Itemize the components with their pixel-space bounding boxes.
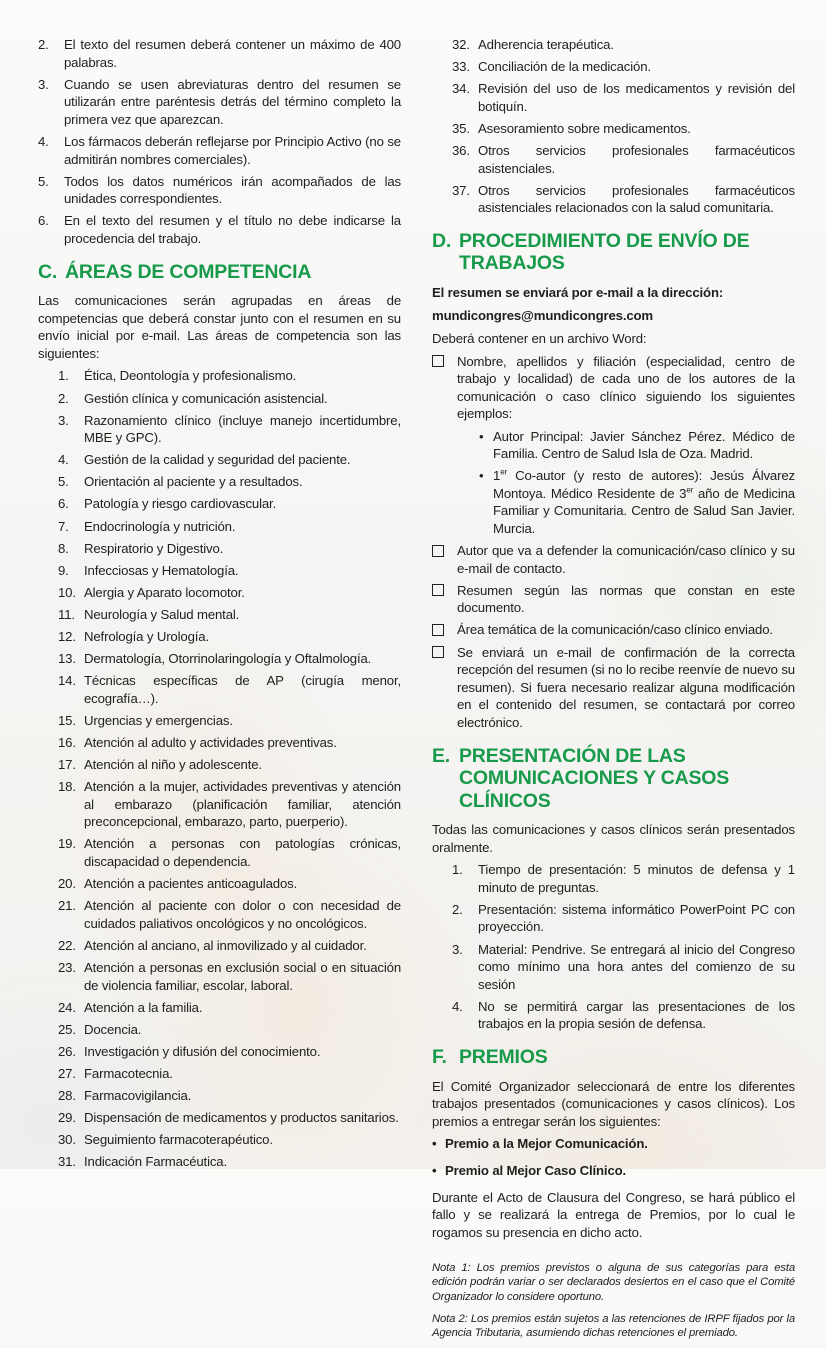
- list-item: [452, 901, 795, 936]
- list-item-number: 34.: [452, 81, 470, 97]
- list-item-number: 27.: [58, 1066, 76, 1081]
- numbered-list: [432, 861, 795, 1033]
- list-item: [58, 473, 401, 491]
- bullet-icon: •: [432, 1162, 437, 1178]
- list-item-text: Nefrología y Urología.: [84, 629, 209, 645]
- list-item-text: Ética, Deontología y profesionalismo.: [84, 368, 297, 384]
- list-item-text: Urgencias y emergencias.: [84, 712, 233, 728]
- list-item: [58, 390, 401, 408]
- list-item-number: 4.: [452, 998, 463, 1014]
- section-title: ÁREAS DE COMPETENCIA: [65, 260, 312, 283]
- footnote: Nota 1: Los premios previstos o alguna de sus categorías para esta edición podrán variar o ser declarados desiertos en el caso que el Comité Organizador lo considere oportuno.: [432, 1262, 795, 1303]
- section-letter: F.: [432, 1046, 447, 1069]
- list-item: [58, 367, 401, 385]
- list-item-number: 4.: [58, 452, 69, 468]
- list-item-text: Farmacovigilancia.: [84, 1088, 192, 1104]
- checkbox-icon: [432, 545, 444, 557]
- list-item-number: 2.: [452, 901, 463, 917]
- list-item: [58, 672, 401, 707]
- paragraph: Deberá contener en un archivo Word:: [432, 331, 647, 347]
- list-item: [452, 142, 795, 177]
- list-item-text: Docencia.: [84, 1021, 142, 1037]
- list-item-text: Razonamiento clínico (incluye manejo incertidumbre, MBE y GPC).: [84, 412, 401, 446]
- list-item-number: 14.: [58, 673, 76, 689]
- list-item: [58, 712, 401, 730]
- bullet-text: Premio a la Mejor Comunicación.: [445, 1136, 648, 1152]
- list-item-number: 33.: [452, 59, 470, 75]
- list-item: [38, 173, 401, 208]
- list-item-number: 16.: [58, 735, 76, 750]
- list-item-text: Atención al paciente con dolor o con necesidad de cuidados paliativos oncológicos y no oncológicos.: [84, 898, 401, 931]
- paragraph: mundicongres@mundicongres.com: [432, 307, 654, 323]
- list-item-text: Los fármacos deberán reflejarse por Principio Activo (no se admitirán nombres comerciales).: [64, 133, 401, 167]
- list-item-number: 28.: [58, 1088, 76, 1104]
- list-item-number: 24.: [58, 999, 76, 1015]
- list-item-text: No se permitirá cargar las presentaciones de los trabajos en la propia sesión de defensa.: [478, 998, 795, 1032]
- list-item-text: Dermatología, Otorrinolaringología y Oftalmología.: [84, 651, 372, 667]
- list-item-number: 2.: [38, 37, 49, 52]
- section-heading-d: [432, 230, 795, 275]
- paragraph: El Comité Organizador seleccionará de entre los diferentes trabajos presentados (comunicaciones y casos clínicos). Los premios a entregar serán los siguientes:: [432, 1078, 795, 1129]
- sub-bullet-text: Autor Principal: Javier Sánchez Pérez. Médico de Familia. Centro de Salud Isla de Oza. Madrid.: [493, 428, 795, 462]
- section-title: PROCEDIMIENTO DE ENVÍO DE TRABAJOS: [459, 229, 750, 275]
- list-item-text: Indicación Farmacéutica.: [84, 1154, 227, 1170]
- list-item-number: 4.: [38, 133, 49, 149]
- list-item-text: Cuando se usen abreviaturas dentro del resumen se utilizarán entre paréntesis detrás del término completo la primera vez que aparezcan.: [64, 76, 401, 127]
- list-item-text: Atención a la mujer, actividades preventivas y atención al embarazo (planificación familiar, atención preconcepcional, embarazo, parto, puerperio).: [84, 779, 401, 830]
- list-item-number: 7.: [58, 518, 69, 534]
- list-item-text: Gestión de la calidad y seguridad del paciente.: [84, 452, 351, 468]
- list-item: [452, 861, 795, 896]
- section-title: PREMIOS: [459, 1046, 548, 1069]
- list-item-number: 17.: [58, 757, 76, 773]
- check-item: [432, 582, 795, 617]
- list-item-number: 22.: [58, 937, 76, 953]
- list-item: [38, 76, 401, 129]
- list-item-number: 10.: [58, 584, 76, 600]
- list-item-text: Gestión clínica y comunicación asistencial.: [84, 390, 328, 406]
- list-item-number: 36.: [452, 142, 470, 158]
- list-item-number: 9.: [58, 562, 69, 578]
- check-item-text: Autor que va a defender la comunicación/caso clínico y su e-mail de contacto.: [457, 543, 795, 576]
- check-item-body: [457, 644, 795, 732]
- bold-bullet-item: [432, 1135, 795, 1153]
- left-column: [38, 36, 401, 1348]
- list-item-text: Atención a personas en exclusión social o en situación de violencia familiar, escolar, laboral.: [84, 960, 401, 993]
- check-item-body: [457, 353, 795, 538]
- checkbox-icon: [432, 646, 444, 658]
- list-item: [38, 36, 401, 71]
- list-item: [58, 1153, 401, 1171]
- list-item-text: Dispensación de medicamentos y productos sanitarios.: [84, 1110, 399, 1126]
- list-item-text: Farmacotecnia.: [84, 1066, 173, 1081]
- list-item: [58, 606, 401, 624]
- list-item-text: Investigación y difusión del conocimiento.: [84, 1043, 321, 1059]
- list-item: [58, 495, 401, 513]
- list-item-text: Neurología y Salud mental.: [84, 606, 240, 622]
- check-item-text: Se enviará un e-mail de confirmación de la correcta recepción del resumen (si no lo recibe reenvíe de nuevo su resumen). Si fuera necesario realizar alguna modificación en el contenido del resumen, se contactará por correo electrónico.: [457, 644, 795, 730]
- right-column: [432, 36, 795, 1348]
- list-item-number: 32.: [452, 37, 470, 52]
- list-item-number: 15.: [58, 712, 76, 728]
- numbered-list: [38, 367, 401, 1171]
- list-item: [452, 36, 795, 54]
- list-item-number: 20.: [58, 876, 76, 892]
- check-item: [432, 353, 795, 538]
- list-item: [58, 959, 401, 994]
- bullet-icon: •: [479, 428, 484, 444]
- checklist: [432, 353, 795, 732]
- list-item-number: 3.: [452, 941, 463, 957]
- list-item-text: Atención al adulto y actividades preventivas.: [84, 735, 337, 750]
- section-letter: C.: [38, 260, 58, 283]
- paragraph: El resumen se enviará por e-mail a la dirección:: [432, 284, 724, 300]
- list-item: [58, 451, 401, 469]
- check-item-body: [457, 542, 795, 577]
- list-item-number: 5.: [38, 173, 49, 189]
- list-item-number: 23.: [58, 960, 76, 976]
- list-item-number: 25.: [58, 1021, 76, 1037]
- list-item: [58, 540, 401, 558]
- check-item: [432, 644, 795, 732]
- list-item: [58, 518, 401, 536]
- list-item: [58, 562, 401, 580]
- list-item-text: Revisión del uso de los medicamentos y revisión del botiquín.: [478, 81, 795, 114]
- numbered-list: [432, 36, 795, 217]
- list-item: [58, 999, 401, 1017]
- list-item-text: Técnicas específicas de AP (cirugía menor, ecografía…).: [84, 673, 401, 706]
- list-item: [58, 1087, 401, 1105]
- list-item-text: Material: Pendrive. Se entregará al inicio del Congreso como mínimo una hora antes del comienzo de su sesión: [478, 941, 795, 992]
- list-item-number: 26.: [58, 1043, 76, 1059]
- list-item-text: En el texto del resumen y el título no debe indicarse la procedencia del trabajo.: [64, 213, 401, 246]
- list-item: [58, 937, 401, 955]
- section-heading-e: [432, 745, 795, 813]
- list-item: [58, 584, 401, 602]
- section-heading-c: [38, 261, 401, 284]
- list-item: [58, 756, 401, 774]
- list-item-text: Orientación al paciente y a resultados.: [84, 474, 303, 490]
- numbered-list: [38, 36, 401, 248]
- list-item: [58, 628, 401, 646]
- sub-bullet-item: [479, 428, 795, 463]
- list-item: [58, 412, 401, 447]
- checkbox-icon: [432, 584, 444, 596]
- list-item-text: Endocrinología y nutrición.: [84, 518, 236, 534]
- list-item-text: Patología y riesgo cardiovascular.: [84, 496, 277, 512]
- sub-bullet-item: [479, 467, 795, 537]
- list-item-number: 37.: [452, 182, 470, 198]
- check-item-body: [457, 621, 795, 639]
- list-item-text: Adherencia terapéutica.: [478, 37, 614, 52]
- list-item-text: Atención a personas con patologías crónicas, discapacidad o dependencia.: [84, 836, 401, 870]
- list-item: [58, 734, 401, 752]
- list-item-text: Seguimiento farmacoterapéutico.: [84, 1132, 273, 1148]
- list-item-text: Asesoramiento sobre medicamentos.: [478, 120, 691, 136]
- list-item-text: El texto del resumen deberá contener un máximo de 400 palabras.: [64, 37, 401, 70]
- check-item: [432, 621, 795, 639]
- list-item-text: Presentación: sistema informático PowerPoint PC con proyección.: [478, 901, 795, 935]
- list-item: [452, 182, 795, 217]
- list-item: [38, 212, 401, 247]
- paragraph: Todas las comunicaciones y casos clínicos serán presentados oralmente.: [432, 822, 795, 855]
- list-item-text: Otros servicios profesionales farmacéuticos asistenciales.: [478, 142, 795, 176]
- list-item-number: 11.: [58, 606, 75, 622]
- list-item: [58, 897, 401, 932]
- bullet-icon: •: [432, 1136, 437, 1152]
- list-item-number: 12.: [58, 629, 76, 645]
- list-item: [58, 1131, 401, 1149]
- list-item-text: Conciliación de la medicación.: [478, 59, 651, 75]
- check-item-text: Resumen según las normas que constan en este documento.: [457, 582, 795, 616]
- list-item-number: 19.: [58, 836, 76, 852]
- list-item-number: 29.: [58, 1110, 76, 1126]
- list-item: [452, 58, 795, 76]
- list-item-number: 6.: [58, 496, 69, 512]
- list-item-text: Respiratorio y Digestivo.: [84, 540, 224, 556]
- list-item: [58, 1065, 401, 1083]
- footnote: Nota 2: Los premios están sujetos a las retenciones de IRPF fijados por la Agencia Tributaria, asumiendo dichas retenciones el premiado.: [432, 1312, 795, 1340]
- list-item-number: 35.: [452, 120, 470, 136]
- list-item-number: 6.: [38, 213, 49, 229]
- list-item-text: Alergia y Aparato locomotor.: [84, 584, 245, 600]
- bold-bullet-item: [432, 1162, 795, 1180]
- list-item-text: Atención a pacientes anticoagulados.: [84, 876, 298, 892]
- section-heading-f: [432, 1046, 795, 1069]
- list-item-number: 13.: [58, 651, 76, 667]
- list-item-number: 8.: [58, 540, 69, 556]
- list-item: [58, 650, 401, 668]
- list-item-text: Otros servicios profesionales farmacéuticos asistenciales relacionados con la salud comunitaria.: [478, 182, 795, 216]
- list-item: [452, 998, 795, 1033]
- list-item-text: Tiempo de presentación: 5 minutos de defensa y 1 minuto de preguntas.: [478, 862, 795, 895]
- list-item-text: Atención al niño y adolescente.: [84, 757, 262, 773]
- list-item-number: 1.: [452, 862, 463, 878]
- check-item: [432, 542, 795, 577]
- list-item-number: 31.: [58, 1154, 76, 1170]
- list-item-number: 1.: [58, 368, 69, 384]
- list-item-text: Atención al anciano, al inmovilizado y al cuidador.: [84, 937, 367, 953]
- list-item-number: 18.: [58, 779, 76, 795]
- list-item-text: Todos los datos numéricos irán acompañados de las unidades correspondientes.: [64, 173, 401, 207]
- list-item-number: 30.: [58, 1132, 76, 1148]
- list-item: [58, 1021, 401, 1039]
- paragraph: Las comunicaciones serán agrupadas en áreas de competencias que deberá constar junto con el resumen en su envío inicial por e-mail. Las áreas de competencia son las siguientes:: [38, 293, 401, 361]
- list-item-text: Atención a la familia.: [84, 999, 203, 1015]
- list-item-number: 21.: [58, 898, 76, 914]
- bullet-text: Premio al Mejor Caso Clínico.: [445, 1162, 627, 1178]
- list-item: [38, 133, 401, 168]
- list-item-number: 5.: [58, 474, 69, 490]
- list-item: [58, 1043, 401, 1061]
- check-item-text: Área temática de la comunicación/caso clínico enviado.: [457, 622, 773, 638]
- list-item: [58, 778, 401, 831]
- list-item-number: 2.: [58, 390, 69, 406]
- list-item: [452, 941, 795, 994]
- list-item-number: 3.: [58, 412, 69, 428]
- checkbox-icon: [432, 624, 444, 636]
- checkbox-icon: [432, 355, 444, 367]
- section-letter: E.: [432, 744, 451, 767]
- bullet-icon: •: [479, 468, 484, 484]
- list-item: [58, 835, 401, 870]
- section-letter: D.: [432, 229, 452, 252]
- check-item-body: [457, 582, 795, 617]
- check-item-text: Nombre, apellidos y filiación (especialidad, centro de trabajo y localidad) de cada uno de los autores de la comunicación o caso clínico siguiendo los siguientes ejemplos:: [457, 353, 795, 422]
- list-item-text: Infecciosas y Hematología.: [84, 562, 239, 578]
- list-item: [452, 80, 795, 115]
- list-item: [452, 120, 795, 138]
- section-title: PRESENTACIÓN DE LAS COMUNICACIONES Y CASOS CLÍNICOS: [459, 744, 730, 812]
- paragraph: Durante el Acto de Clausura del Congreso, se hará público el fallo y se realizará la entrega de Premios, por lo cual le rogamos su presencia en dicho acto.: [432, 1189, 795, 1240]
- list-item-number: 3.: [38, 76, 49, 92]
- list-item: [58, 875, 401, 893]
- list-item: [58, 1109, 401, 1127]
- sub-bullet-text: 1er Co-autor (y resto de autores): Jesús Álvarez Montoya. Médico Residente de 3er año de Medicina Familiar y Comunitaria. Centro de Salud San Javier. Murcia.: [493, 467, 795, 536]
